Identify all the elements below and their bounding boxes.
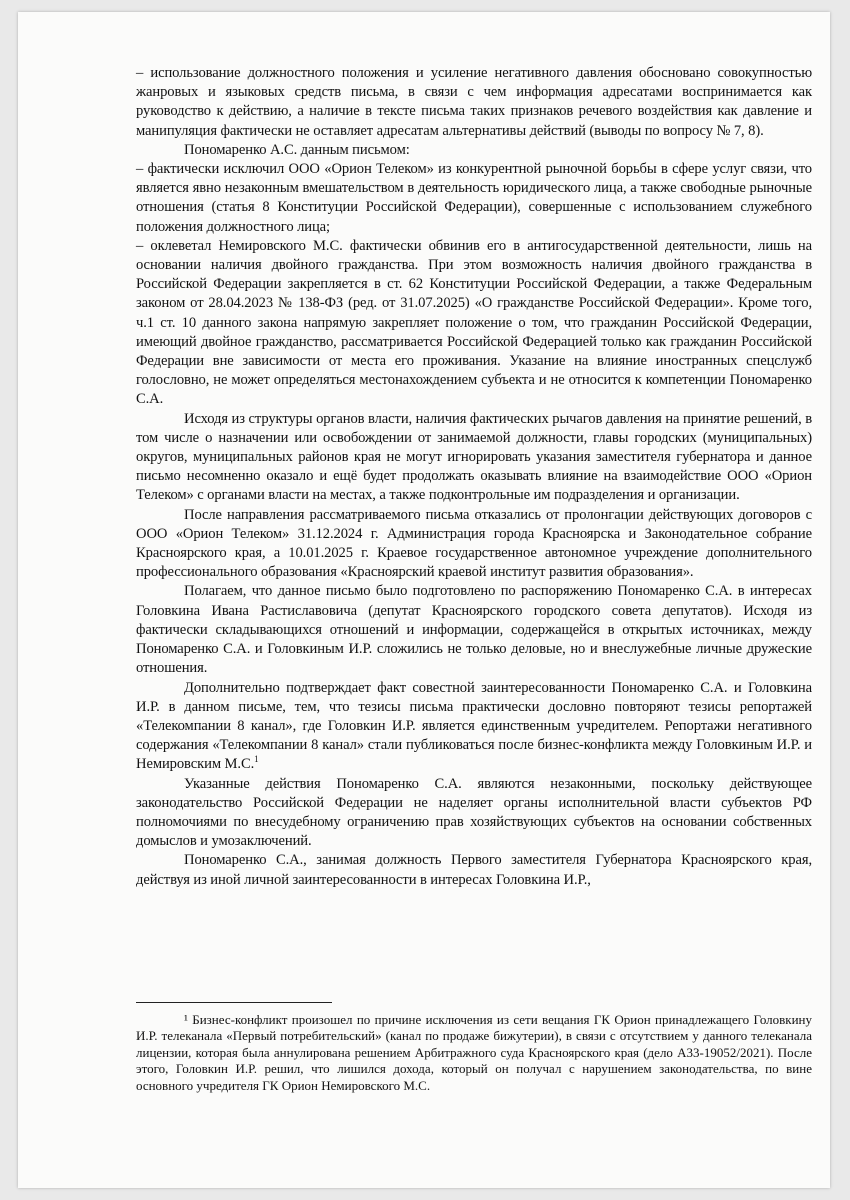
paragraph-1: – использование должностного положения и усиление негативного давления обосновано совокупностью жанровых и языковых средств письма, в связи с чем информация адресатами воспринимается как руководство к действию, а наличие в тексте письма таких признаков речевого воздействия как давление и манипуляция фактически не оставляет адресатам альтернативы действий (выводы по вопросу № 7, 8).	[136, 65, 812, 139]
paragraph-5: Исходя из структуры органов власти, наличия фактических рычагов давления на принятие решений, в том числе о назначении или освобождении от занимаемой должности, главы городских (муниципальных) округов, муниципальных районов края не могут игнорировать указания заместителя губернатора и данное письмо несомненно оказало и ещё будет продолжать оказывать влияние на взаимодействие ООО «Орион Телеком» с органами власти на местах, а также подконтрольные им подразделения и организации.	[136, 410, 812, 504]
paragraph-7: Полагаем, что данное письмо было подготовлено по распоряжению Пономаренко С.А. в интересах Головкина Ивана Растиславовича (депутат Красноярского городского совета депутатов). Исходя из фактически складывающихся отношений и информации, содержащейся в открытых источниках, между Пономаренко С.А. и Головкиным И.Р. сложились не только деловые, но и внеслужебные личные дружеские отношения.	[136, 583, 812, 677]
paragraph-8	[136, 679, 812, 775]
footnote	[136, 1012, 812, 1094]
paragraph-4: – оклеветал Немировского М.С. фактически обвинив его в антигосударственной деятельности, лишь на основании наличия двойного гражданства. При этом возможность наличия двойного гражданства в Российской Федерации закрепляется в ст. 62 Конституции Российской Федерации, а также Федеральным законом от 28.04.2023 № 138-ФЗ (ред. от 31.07.2025) «О гражданстве Российской Федерации». Кроме того, ч.1 ст. 10 данного закона напрямую закрепляет положение о том, что гражданин Российской Федерации, имеющий двойное гражданство, рассматривается Российской Федерацией только как гражданин Российской Федерации вне зависимости от места его проживания. Указание на влияние иностранных спецслужб голословно, не может определяться местонахождением субъекта и не относится к компетенции Пономаренко С.А.	[136, 237, 812, 408]
paragraph-10: Пономаренко С.А., занимая должность Первого заместителя Губернатора Красноярского края, действуя из иной личной заинтересованности в интересах Головкина И.Р.,	[136, 852, 812, 888]
paragraph-8-text: Дополнительно подтверждает факт совестной заинтересованности Пономаренко С.А. и Головкина И.Р. в данном письме, тем, что тезисы письма практически дословно повторяют тезисы репортажей «Телекомпании 8 канал», где Головкин И.Р. является единственным учредителем. Репортажи негативного содержания «Телекомпании 8 канал» стали публиковаться после бизнес-конфликта между Головкиным И.Р. и Немировским М.С.	[136, 679, 812, 773]
paragraph-6: После направления рассматриваемого письма отказались от пролонгации действующих договоров с ООО «Орион Телеком» 31.12.2024 г. Администрация города Красноярска и Законодательное собрание Красноярского края, а 10.01.2025 г. Краевое государственное автономное учреждение дополнительного профессионального образования «Красноярский краевой институт развития образования».	[136, 506, 812, 581]
paragraph-9: Указанные действия Пономаренко С.А. являются незаконными, поскольку действующее законодательство Российской Федерации не наделяет органы исполнительной власти субъектов РФ полномочиями по внесудебному ограничению прав хозяйствующих субъектов на основании собственных домыслов и умозаключений.	[136, 775, 812, 850]
paragraph-2: Пономаренко А.С. данным письмом:	[184, 141, 410, 158]
paragraph-3: – фактически исключил ООО «Орион Телеком» из конкурентной рыночной борьбы в сфере услуг связи, что является явно незаконным вмешательством в деятельность юридического лица, а также свободные рыночные отношения (статья 8 Конституции Российской Федерации), совершенные с использованием служебного положения должностного лица;	[136, 161, 812, 235]
footnote-reference[interactable]: 1	[254, 754, 259, 765]
footnote-text: ¹ Бизнес-конфликт произошел по причине исключения из сети вещания ГК Орион принадлежащего Головкину И.Р. телеканала «Первый потребительский» (канал по продаже бижутерии), в связи с отсутствием у данного телеканала лицензии, которая была аннулирована решением Арбитражного суда Красноярского края (дело А33-19052/2021). После этого, Головкин И.Р. решил, что лишился дохода, который он получал с нарушением законодательства, по вине основного учредителя ГК Орион Немировского М.С.	[136, 1012, 812, 1093]
footnote-divider	[136, 1002, 332, 1003]
document-body	[136, 64, 812, 890]
